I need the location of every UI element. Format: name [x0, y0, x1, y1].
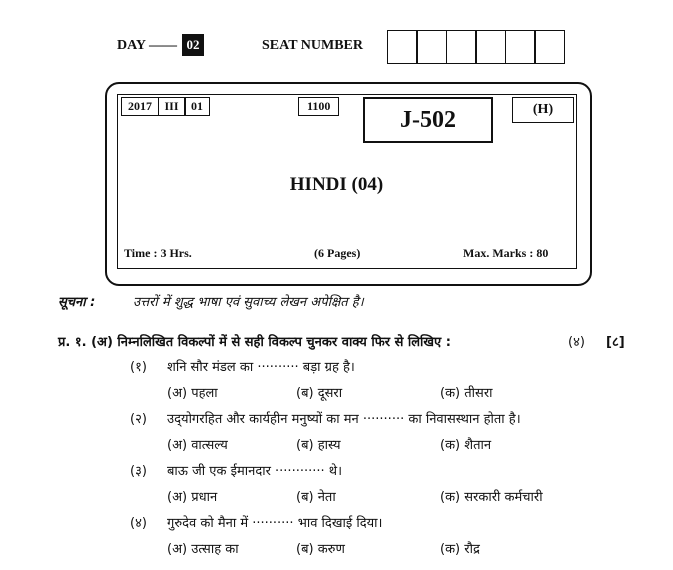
day-number-badge: 02 — [182, 34, 204, 56]
paper-number: 1100 — [298, 97, 339, 116]
item-2-text: उद्‌योगरहित और कार्यहीन मनुष्यों का मन ·········· का निवासस्थान होता है। — [167, 412, 521, 427]
item-2-option-c: (क) शैतान — [440, 438, 492, 453]
item-1-number: (१) — [130, 360, 147, 375]
seat-number-box[interactable] — [534, 30, 565, 64]
paper-code: J-502 — [363, 97, 493, 143]
pages-label: (6 Pages) — [314, 246, 361, 260]
item-4-option-b: (ब) करुण — [296, 542, 345, 557]
series-code: 01 — [184, 97, 210, 116]
level-code: III — [158, 97, 186, 116]
day-label: DAY —— — [117, 38, 178, 53]
item-4-text: गुरुदेव को मैना में ·········· भाव दिखाई दिया। — [167, 516, 383, 531]
seat-number-box[interactable] — [416, 30, 447, 64]
note-text: उत्तरों में शुद्ध भाषा एवं सुवाच्य लेखन अपेक्षित है। — [133, 295, 364, 310]
item-1-option-b: (ब) दूसरा — [296, 386, 343, 401]
medium-code: (H) — [512, 97, 574, 123]
item-3-number: (३) — [130, 464, 147, 479]
seat-number-box[interactable] — [505, 30, 536, 64]
question-total-marks: [८] — [606, 335, 625, 350]
item-2-number: (२) — [130, 412, 147, 427]
item-1-option-c: (क) तीसरा — [440, 386, 493, 401]
year-code: 2017 — [121, 97, 159, 116]
item-1-option-a: (अ) पहला — [167, 386, 218, 401]
paper-code-row — [121, 97, 209, 116]
seat-number-box[interactable] — [446, 30, 477, 64]
seat-number-box[interactable] — [387, 30, 418, 64]
question-marks: (४) — [568, 335, 585, 350]
item-2-option-a: (अ) वात्सल्य — [167, 438, 228, 453]
question-heading: प्र. १. (अ) निम्नलिखित विकल्पों में से सही विकल्प चुनकर वाक्य फिर से लिखिए : — [58, 335, 451, 350]
item-4-number: (४) — [130, 516, 147, 531]
seat-number-label: SEAT NUMBER — [262, 38, 364, 53]
item-1-text: शनि सौर मंडल का ·········· बड़ा ग्रह है। — [167, 360, 355, 375]
item-3-text: बाऊ जी एक ईमानदार ············ थे। — [167, 464, 342, 479]
item-4-option-c: (क) रौद्र — [440, 542, 480, 557]
seat-number-boxes — [388, 30, 565, 64]
item-4-option-a: (अ) उत्साह का — [167, 542, 239, 557]
item-3-option-b: (ब) नेता — [296, 490, 336, 505]
item-3-option-c: (क) सरकारी कर्मचारी — [440, 490, 543, 505]
note-label: सूचना : — [58, 295, 96, 310]
max-marks-label: Max. Marks : 80 — [463, 246, 549, 260]
subject-title: HINDI (04) — [289, 174, 384, 195]
item-3-option-a: (अ) प्रधान — [167, 490, 218, 505]
time-label: Time : 3 Hrs. — [124, 246, 192, 260]
seat-number-box[interactable] — [475, 30, 506, 64]
item-2-option-b: (ब) हास्य — [296, 438, 341, 453]
